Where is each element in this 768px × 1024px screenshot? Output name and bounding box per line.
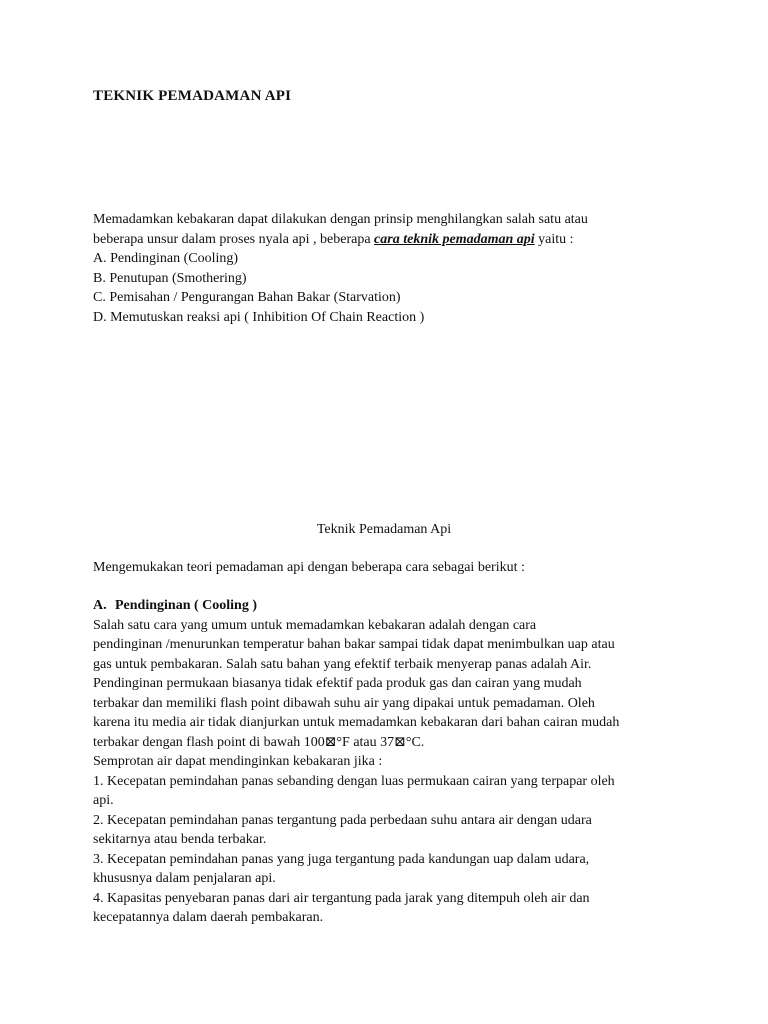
body-line: Semprotan air dapat mendinginkan kebakaran jika : — [93, 754, 383, 769]
section-heading — [93, 596, 683, 616]
body-line: Pendinginan permukaan biasanya tidak efektif pada produk gas dan cairan yang mudah — [93, 676, 582, 691]
body-line: 4. Kapasitas penyebaran panas dari air tergantung pada jarak yang ditempuh oleh air dan — [93, 890, 590, 906]
body-line: 3. Kecepatan pemindahan panas yang juga tergantung pada kandungan uap dalam udara, — [93, 851, 590, 867]
intro-text: beberapa unsur dalam proses nyala api , beberapa — [93, 231, 375, 247]
body-line: terbakar dan memiliki flash point dibawah suhu air yang dipakai untuk pemadaman. Oleh — [93, 695, 595, 711]
body-line: 1. Kecepatan pemindahan panas sebanding dengan luas permukaan cairan yang terpapar oleh — [93, 773, 615, 789]
lead-paragraph — [93, 558, 683, 578]
section-cooling — [93, 596, 683, 928]
list-item: D. Memutuskan reaksi api ( Inhibition Of Chain Reaction ) — [93, 309, 425, 325]
body-line: terbakar dengan flash point di bawah 100⊠°F atau 37⊠°C. — [93, 734, 425, 750]
body-line: khususnya dalam penjalaran api. — [93, 871, 276, 886]
list-item: B. Penutupan (Smothering) — [93, 270, 247, 286]
body-line: pendinginan /menurunkan temperatur bahan bakar sampai tidak dapat menimbulkan uap atau — [93, 637, 615, 652]
body-line: api. — [93, 793, 114, 808]
section-title: Pendinginan ( Cooling ) — [115, 598, 257, 613]
lead-line: Mengemukakan teori pemadaman api dengan beberapa cara sebagai berikut : — [93, 560, 525, 575]
body-line: kecepatannya dalam daerah pembakaran. — [93, 910, 324, 925]
list-item: A. Pendinginan (Cooling) — [93, 251, 239, 266]
section-heading-centered: Teknik Pemadaman Api — [316, 522, 452, 537]
intro-line — [93, 230, 683, 250]
body-line: 2. Kecepatan pemindahan panas tergantung pada perbedaan suhu antara air dengan udara — [93, 812, 592, 828]
body-line: gas untuk pembakaran. Salah satu bahan yang efektif terbaik menyerap panas adalah Air. — [93, 656, 592, 672]
section-number: A. — [93, 598, 107, 613]
body-line: Salah satu cara yang umum untuk memadamkan kebakaran adalah dengan cara — [93, 617, 537, 633]
list-item: C. Pemisahan / Pengurangan Bahan Bakar (Starvation) — [93, 290, 401, 305]
intro-paragraph — [93, 210, 683, 327]
teknik-pemadaman-link[interactable]: cara teknik pemadaman api — [374, 231, 535, 247]
document-title: TEKNIK PEMADAMAN API — [93, 88, 292, 104]
intro-text: yaitu : — [534, 231, 574, 247]
body-line: sekitarnya atau benda terbakar. — [93, 832, 267, 847]
body-line: karena itu media air tidak dianjurkan untuk memadamkan kebakaran dari bahan cairan mudah — [93, 715, 620, 730]
intro-line: Memadamkan kebakaran dapat dilakukan dengan prinsip menghilangkan salah satu atau — [93, 212, 588, 227]
